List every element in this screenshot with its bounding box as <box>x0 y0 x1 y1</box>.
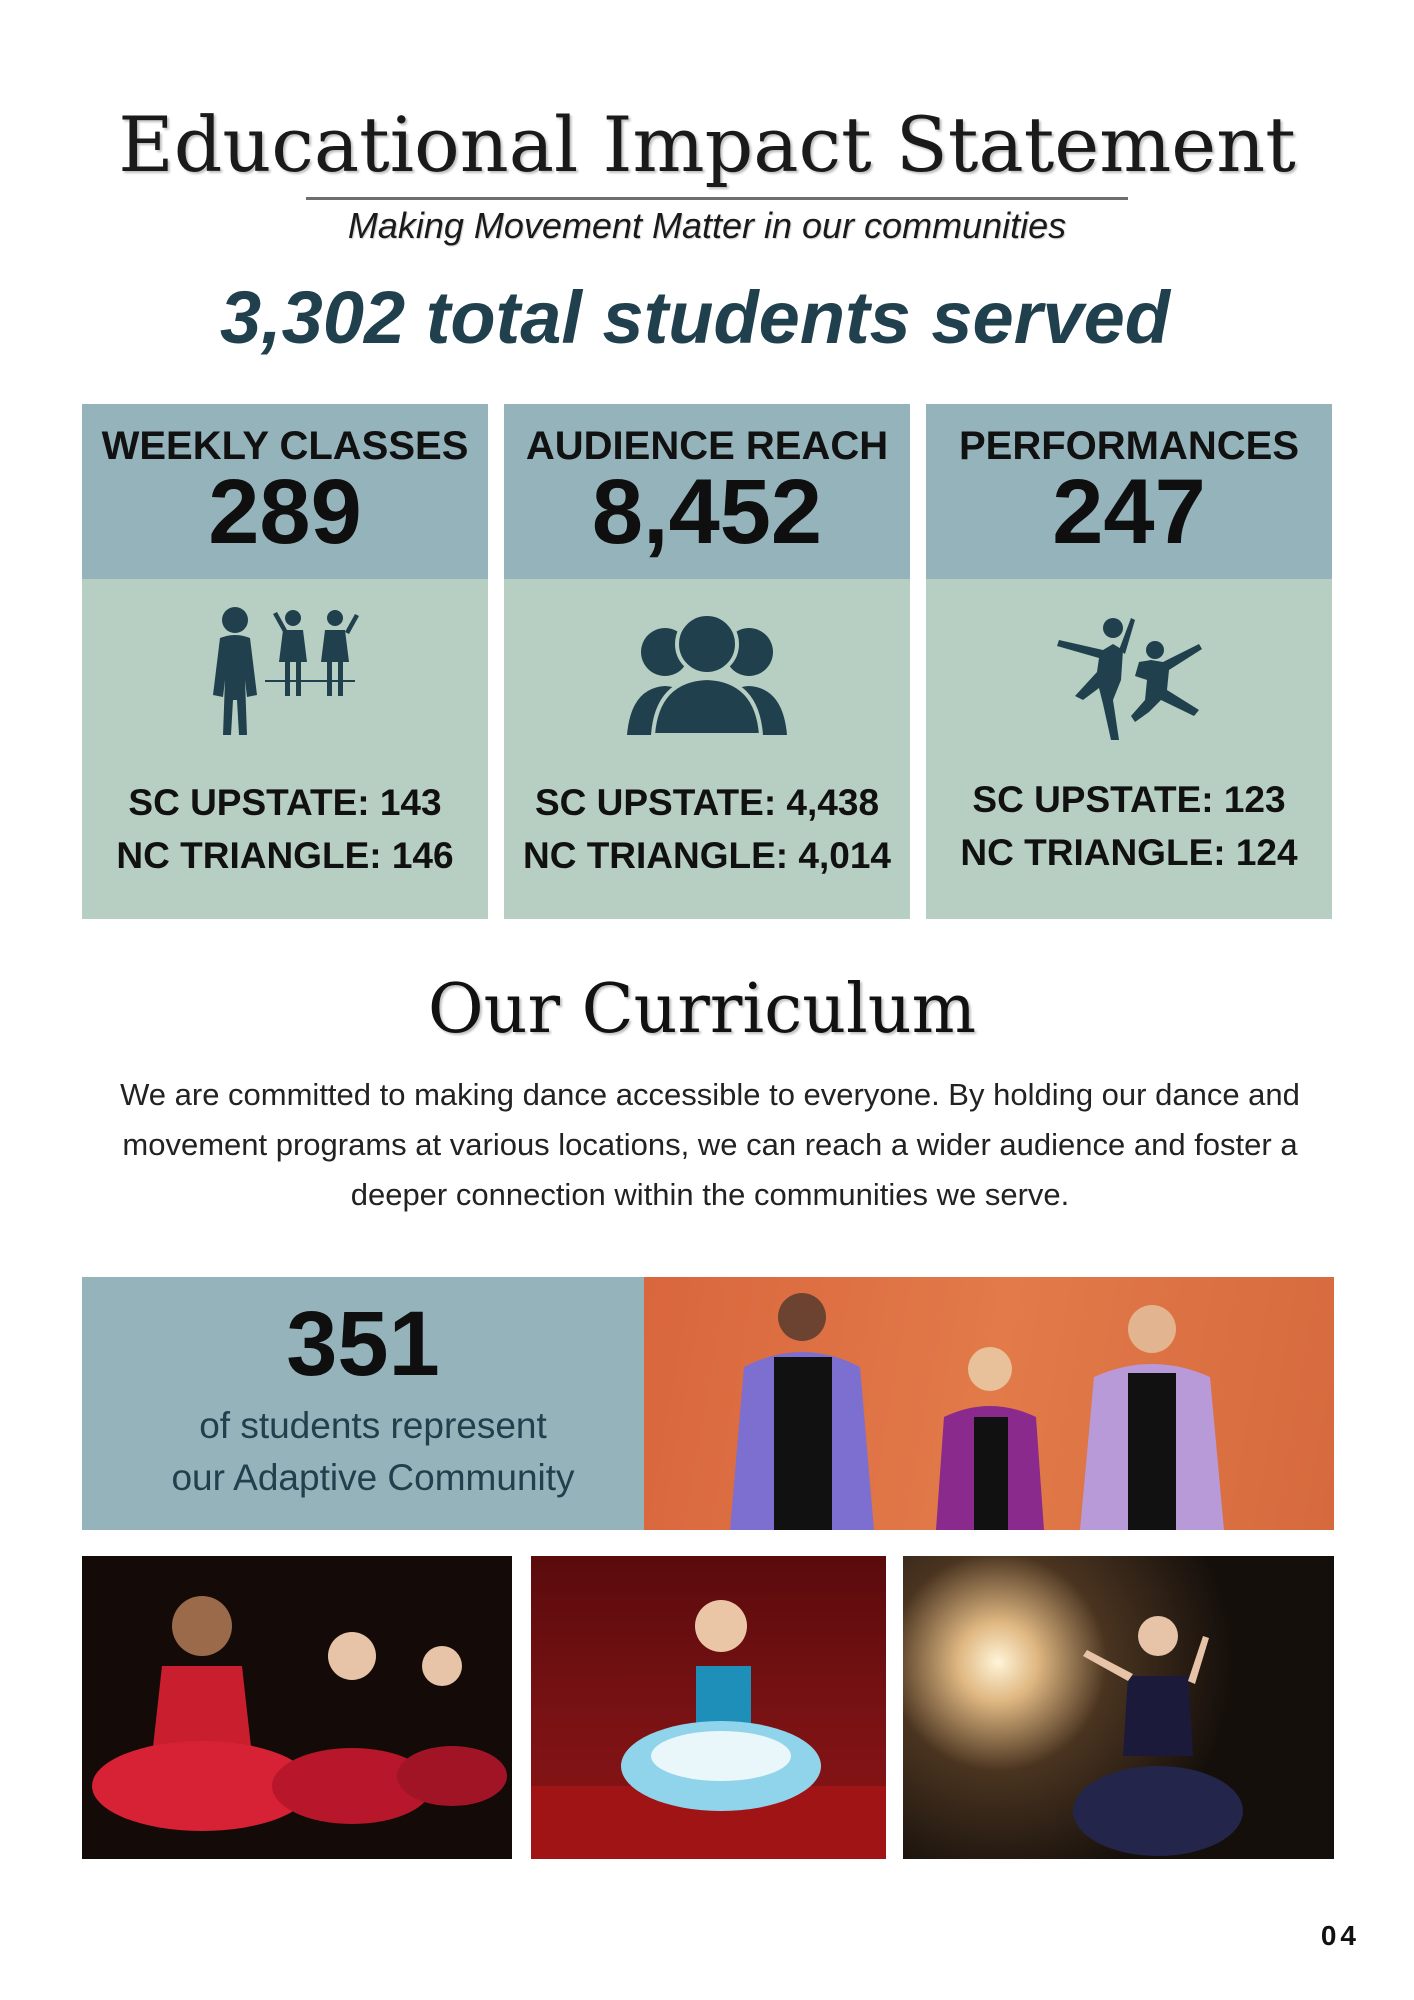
stat-regions <box>504 776 910 882</box>
region-sc-upstate: SC UPSTATE: 4,438 <box>534 782 880 823</box>
stat-regions <box>926 773 1332 879</box>
teacher-with-students-icon <box>82 600 488 750</box>
page-title: Educational Impact Statement <box>118 100 1296 189</box>
region-nc-triangle: NC TRIANGLE: 4,014 <box>522 835 891 876</box>
adaptive-dancers-photo <box>644 1277 1334 1530</box>
region-nc-triangle: NC TRIANGLE: 146 <box>116 835 454 876</box>
audience-group-icon <box>504 600 910 750</box>
young-dancer-stage-light-photo <box>903 1556 1334 1859</box>
page-subtitle: Making Movement Matter in our communities <box>347 205 1067 246</box>
stat-label: PERFORMANCES <box>958 424 1300 468</box>
page-number: 04 <box>1320 1920 1360 1951</box>
total-students-headline: 3,302 total students served <box>219 276 1171 359</box>
region-sc-upstate: SC UPSTATE: 143 <box>128 782 442 823</box>
adaptive-description <box>82 1400 664 1504</box>
adaptive-line-1: of students represent <box>199 1405 547 1446</box>
young-dancer-blue-tutu-photo <box>531 1556 886 1859</box>
stat-label: AUDIENCE REACH <box>525 424 889 468</box>
stat-value: 247 <box>1052 461 1206 563</box>
region-sc-upstate: SC UPSTATE: 123 <box>972 779 1286 820</box>
curriculum-title: Our Curriculum <box>427 970 977 1049</box>
adaptive-number: 351 <box>286 1293 440 1395</box>
stat-label: WEEKLY CLASSES <box>101 424 469 468</box>
dancers-icon <box>926 600 1332 750</box>
adaptive-line-2: our Adaptive Community <box>171 1457 575 1498</box>
stat-regions <box>82 776 488 882</box>
region-nc-triangle: NC TRIANGLE: 124 <box>960 832 1298 873</box>
young-dancers-red-tutus-photo <box>82 1556 512 1859</box>
curriculum-body: We are committed to making dance accessible to everyone. By holding our dance and movement programs at various locations, we can reach a wider audience and foster a deeper connection within the communities we serve. <box>120 1077 1300 1212</box>
title-divider <box>306 197 1128 200</box>
stat-value: 8,452 <box>591 461 823 563</box>
stat-value: 289 <box>208 461 362 563</box>
